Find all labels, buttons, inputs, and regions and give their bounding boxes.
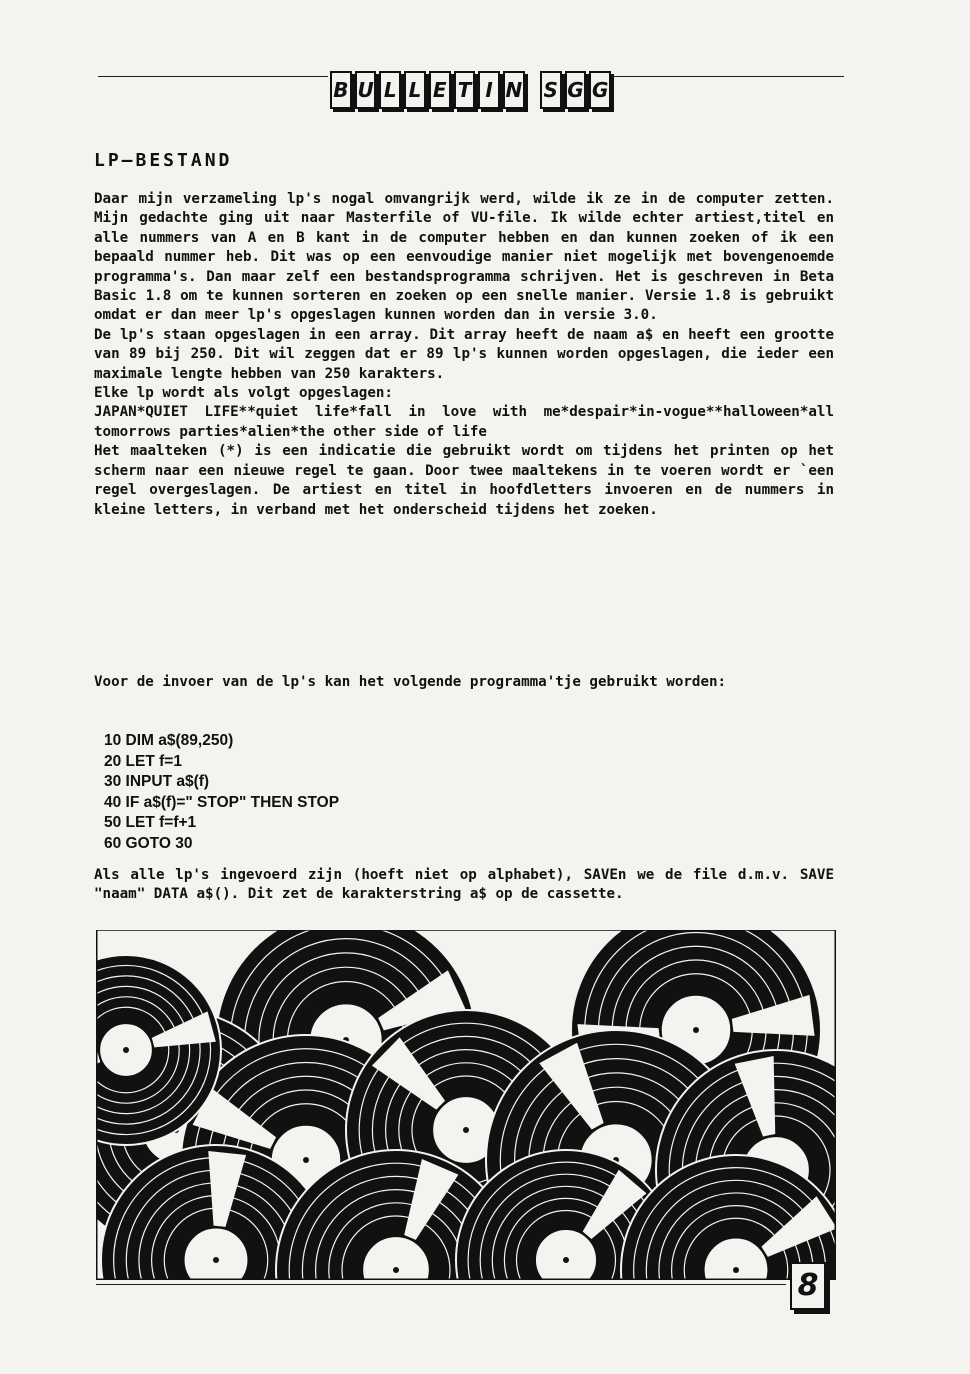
bulletin-logo	[330, 64, 612, 116]
code-line: 10 DIM a$(89,250)	[104, 732, 234, 749]
logo-letter: B	[330, 71, 352, 109]
code-line: 20 LET f=1	[104, 752, 182, 770]
header-rule-left	[98, 76, 328, 77]
logo-letter: U	[355, 71, 377, 109]
logo-letter: T	[454, 71, 476, 109]
footer-rule	[96, 1284, 786, 1285]
logo-letter: L	[379, 71, 401, 109]
code-line: 30 INPUT a$(f)	[104, 773, 210, 791]
logo-letter: S	[540, 71, 562, 109]
vinyl-records-illustration	[96, 930, 836, 1280]
article-paragraph-1: Daar mijn verzameling lp's nogal omvangrijk werd, wilde ik ze in de computer zetten. Mijn gedachte ging uit naar Masterfile of VU-file. Ik wilde echter artiest,titel en alle nummers van A en B kant in de computer hebben en dan kunnen zoeken of ik een bepaald nummer heb. Dit was op een eenvoudige manier niet mogelijk met bovengenoemde programma's. Dan maar zelf een bestandsprogramma schrijven. Het is geschreven in Beta Basic 1.8 om te kunnen sorteren en zoeken op een snelle manier. Versie 1.8 is gebruikt omdat er dan meer lp's opgeslagen kunnen worden dan in versie 3.0. De lp's staan opgeslagen in een array. Dit array heeft de naam a$ en heeft een grootte van 89 bij 250. Dit wil zeggen dat er 89 lp's kunnen worden opgeslagen, die ieder een maximale lengte hebben van 250 karakters. Elke lp wordt als volgt opgeslagen: JAPAN*QUIET LIFE**quiet life*fall in love with me*despair*in-vogue**halloween*all tomorrows parties*alien*the other side of life Het maalteken (*) is een indicatie die gebruikt wordt om tijdens het printen op het scherm naar een nieuwe regel te gaan. Door twee maaltekens in te voeren wordt er `een regel overgeslagen. De artiest en titel in hoofdletters invoeren en de nummers in kleine letters, in verband met het onderscheid tijdens het zoeken.	[94, 191, 834, 518]
header-rule-right	[612, 76, 844, 77]
code-line: 50 LET f=f+1	[104, 814, 197, 832]
basic-code-listing	[104, 731, 339, 855]
code-line: 40 IF a$(f)=" STOP" THEN STOP	[104, 793, 340, 811]
logo-letter: L	[404, 71, 426, 109]
logo-letter: I	[478, 71, 500, 109]
article-paragraph-3: Als alle lp's ingevoerd zijn (hoeft niet op alphabet), SAVEn we de file d.m.v. SAVE "naam" DATA a$(). Dit zet de karakterstring a$ op de cassette.	[94, 867, 834, 903]
logo-letter: E	[429, 71, 451, 109]
article-title: LP–BESTAND	[94, 150, 233, 171]
logo-letter: G	[565, 71, 587, 109]
article-paragraph-2: Voor de invoer van de lp's kan het volgende programma'tje gebruikt worden:	[94, 674, 727, 690]
logo-letter: G	[589, 71, 611, 109]
logo-letter: N	[503, 71, 525, 109]
code-line: 60 GOTO 30	[104, 834, 193, 852]
page-number: 8	[790, 1262, 826, 1310]
